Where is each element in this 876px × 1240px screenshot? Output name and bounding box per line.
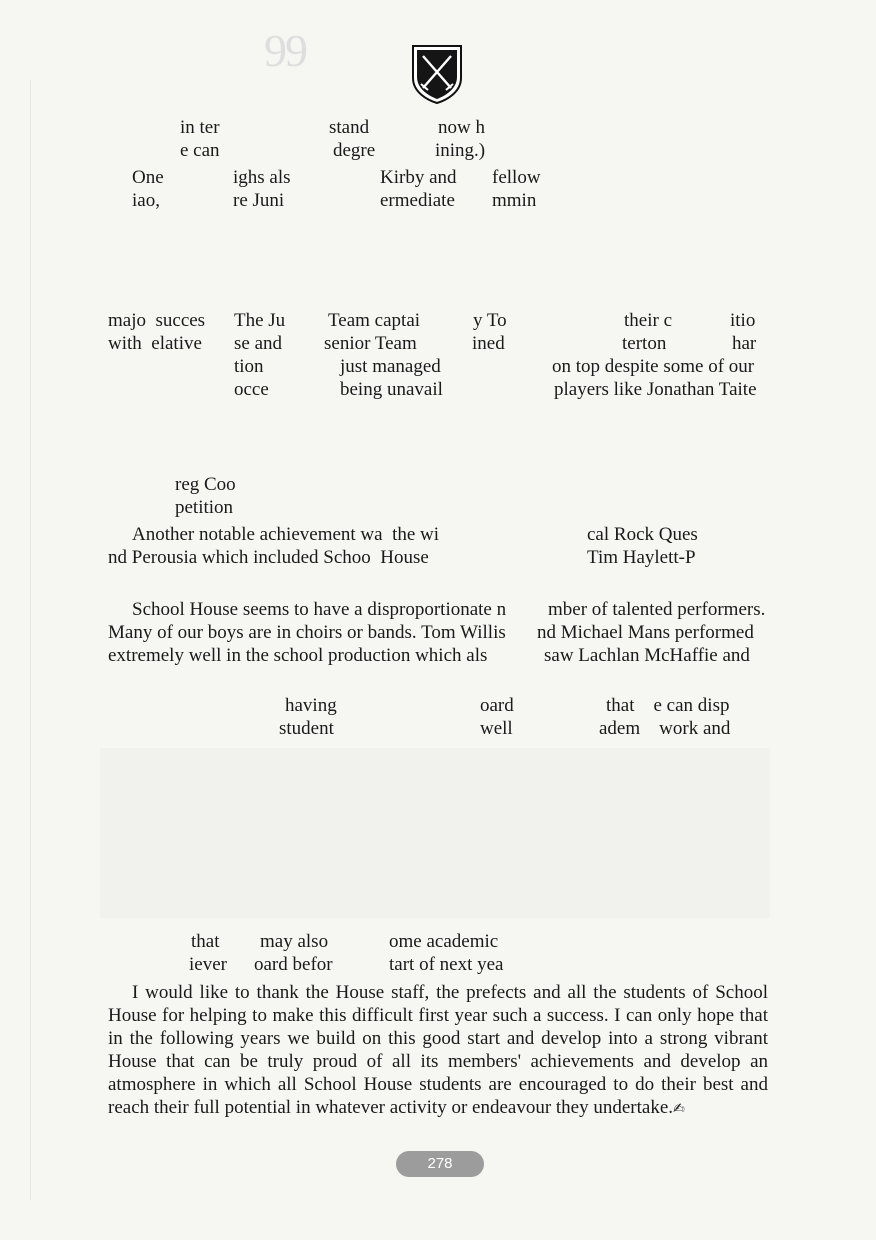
faded-text-region xyxy=(100,748,770,918)
text-fragment: The Ju xyxy=(234,310,286,331)
text-fragment: Tim Haylett-P xyxy=(587,547,696,568)
text-fragment: ined xyxy=(472,333,505,354)
text-fragment: School House seems to have a disproportionate n xyxy=(132,599,507,620)
text-fragment: that xyxy=(191,931,220,952)
text-fragment: y To xyxy=(473,310,507,331)
text-fragment: ermediate xyxy=(380,190,455,211)
text-fragment: players like Jonathan Taite xyxy=(554,379,757,400)
text-fragment: terton xyxy=(622,333,667,354)
text-fragment: itio xyxy=(730,310,756,331)
text-fragment: just managed xyxy=(340,356,441,377)
text-fragment: may also xyxy=(260,931,329,952)
text-fragment: senior Team xyxy=(324,333,417,354)
text-fragment: ighs als xyxy=(233,167,291,188)
closing-paragraph xyxy=(108,981,768,1121)
text-fragment: fellow xyxy=(492,167,541,188)
text-fragment: reg Coo xyxy=(175,474,236,495)
text-fragment: har xyxy=(732,333,757,354)
text-fragment: stand xyxy=(329,117,370,138)
text-fragment: iever xyxy=(189,954,227,975)
text-fragment: mber of talented performers. xyxy=(548,599,766,620)
closing-paragraph-text: I would like to thank the House staff, the prefects and all the students of School House for helping to make this difficult first year such a success. I can only hope that in the following years we build on this good start and develop into a strong vibrant House that can be truly proud of all its members' achievements and develop an atmosphere in which all School House students are encouraged to do their best and reach their full potential in whatever activity or endeavour they undertake. xyxy=(108,982,768,1118)
text-fragment: One xyxy=(132,167,164,188)
text-fragment: having xyxy=(285,695,337,716)
text-fragment: that e can disp xyxy=(606,695,730,716)
text-fragment: oard xyxy=(480,695,514,716)
text-fragment: being unavail xyxy=(340,379,443,400)
text-fragment: Team captai xyxy=(328,310,421,331)
text-fragment: nd Michael Mans performed xyxy=(537,622,754,643)
text-fragment: in ter xyxy=(180,117,220,138)
text-fragment: ome academic xyxy=(389,931,499,952)
text-fragment: ining.) xyxy=(435,140,486,161)
text-fragment: on top despite some of our xyxy=(552,356,755,377)
page-number: 278 xyxy=(396,1151,484,1177)
text-fragment: extremely well in the school production which als xyxy=(108,645,488,666)
text-fragment: iao, xyxy=(132,190,160,211)
text-fragment: nd Perousia which included Schoo House xyxy=(108,547,429,568)
signature-pen-icon: ✍ xyxy=(673,1101,685,1117)
text-fragment: now h xyxy=(438,117,485,138)
text-fragment: occe xyxy=(234,379,269,400)
text-fragment: student xyxy=(279,718,334,739)
text-fragment: oard befor xyxy=(254,954,333,975)
text-fragment: cal Rock Ques xyxy=(587,524,698,545)
text-fragment: majo succes xyxy=(108,310,206,331)
shield-crossed-swords-icon xyxy=(411,44,463,104)
text-fragment: Another notable achievement wa the wi xyxy=(132,524,440,545)
text-fragment: Kirby and xyxy=(380,167,457,188)
text-fragment: saw Lachlan McHaffie and xyxy=(544,645,750,666)
text-fragment: their c xyxy=(624,310,673,331)
page-edge-rule xyxy=(30,80,31,1200)
text-fragment: re Juni xyxy=(233,190,285,211)
text-fragment: tart of next yea xyxy=(389,954,504,975)
text-fragment: Many of our boys are in choirs or bands. Tom Willis xyxy=(108,622,506,643)
text-fragment: with elative xyxy=(108,333,202,354)
text-fragment: petition xyxy=(175,497,234,518)
text-fragment: e can xyxy=(180,140,220,161)
text-fragment: adem work and xyxy=(599,718,731,739)
text-fragment: se and xyxy=(234,333,283,354)
text-fragment: mmin xyxy=(492,190,537,211)
text-fragment: degre xyxy=(333,140,376,161)
text-fragment: tion xyxy=(234,356,264,377)
text-fragment: well xyxy=(480,718,513,739)
year-watermark: 99 xyxy=(264,25,306,76)
